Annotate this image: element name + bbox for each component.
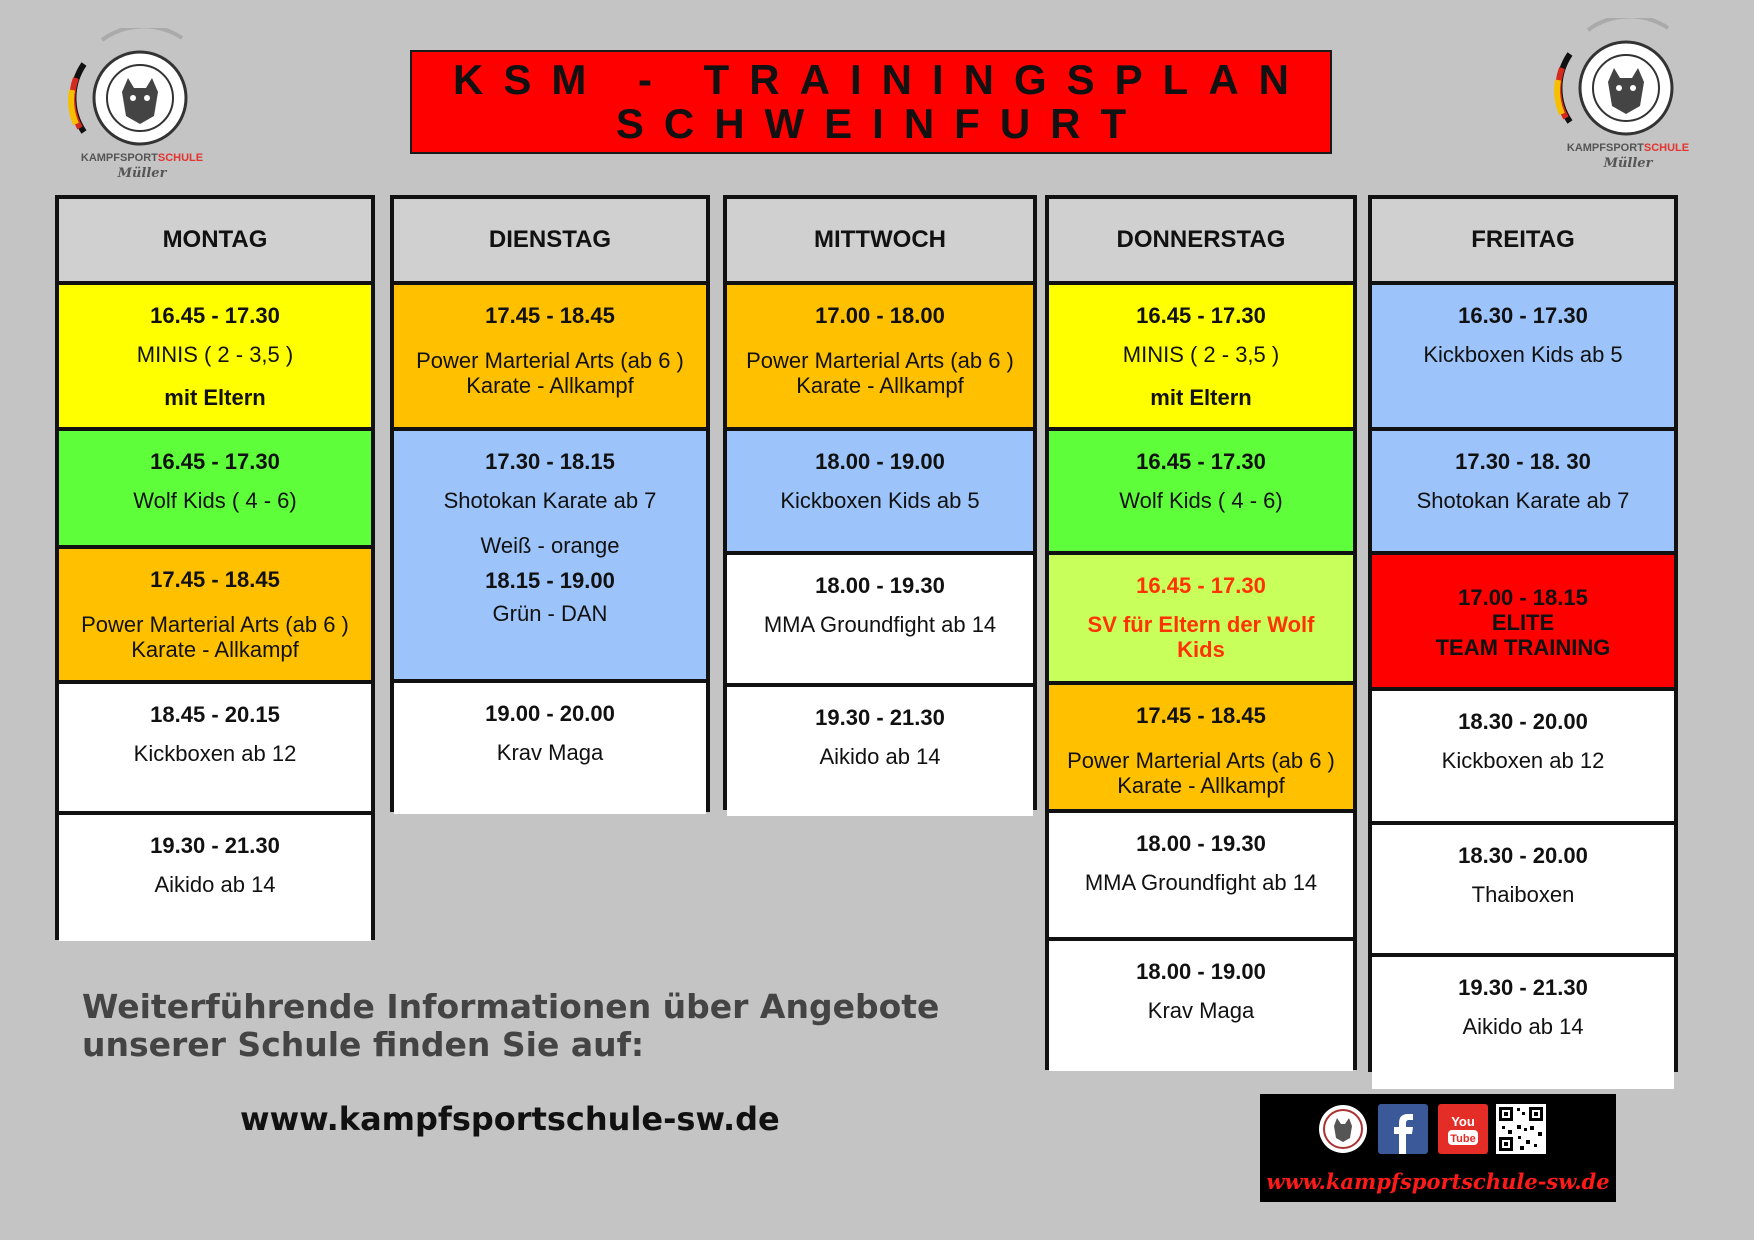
- slot-description: Wolf Kids ( 4 - 6): [133, 488, 297, 513]
- training-slot: [59, 684, 371, 811]
- slot-description: Aikido ab 14: [1462, 1014, 1584, 1039]
- day-column-donnerstag: [1045, 195, 1357, 1070]
- title-line-1: KSM - TRAININGSPLAN: [453, 56, 1309, 103]
- slot-time: 18.00 - 19.00: [815, 449, 945, 474]
- slot-time: 17.30 - 18.15: [485, 449, 615, 474]
- info-line-1: Weiterführende Informationen über Angebote: [82, 987, 940, 1026]
- slot-time: 16.45 - 17.30: [150, 303, 280, 328]
- slot-time: 16.45 - 17.30: [1136, 573, 1266, 598]
- slot-description: Wolf Kids ( 4 - 6): [1119, 488, 1283, 513]
- slot-time-2: 18.15 - 19.00: [485, 568, 615, 593]
- slot-time: 17.00 - 18.15: [1458, 585, 1588, 610]
- training-slot: [59, 285, 371, 427]
- slot-time: 16.30 - 17.30: [1458, 303, 1588, 328]
- slot-time: 18.00 - 19.30: [1136, 831, 1266, 856]
- slot-time: 17.45 - 18.45: [485, 303, 615, 328]
- slot-extra: mit Eltern: [164, 385, 266, 410]
- youtube-label-tube: Tube: [1450, 1133, 1476, 1145]
- slot-description: MINIS ( 2 - 3,5 ): [136, 342, 294, 367]
- training-slot: [1372, 691, 1674, 821]
- slot-description: Kickboxen Kids ab 5: [780, 488, 980, 513]
- training-slot: [394, 431, 706, 679]
- training-slot: [727, 431, 1033, 551]
- slot-description-2: Weiß - orange: [480, 533, 620, 558]
- training-slot: [727, 687, 1033, 816]
- training-slot: [1049, 941, 1353, 1071]
- page-title: [410, 50, 1332, 154]
- training-slot: [59, 549, 371, 680]
- wolfpack-badge-icon: [1318, 1104, 1368, 1154]
- slot-time: 18.30 - 20.00: [1458, 843, 1588, 868]
- slot-description: Thaiboxen: [1471, 882, 1575, 907]
- slot-description: Kickboxen ab 12: [1441, 748, 1605, 773]
- slot-description: Power Marterial Arts (ab 6 ): [746, 348, 1014, 373]
- slot-description: Power Marterial Arts (ab 6 ): [81, 612, 349, 637]
- slot-time: 19.30 - 21.30: [815, 705, 945, 730]
- slot-description: Aikido ab 14: [154, 872, 276, 897]
- youtube-label-you: You: [1451, 1114, 1475, 1129]
- slot-time: 17.45 - 18.45: [1136, 703, 1266, 728]
- day-header: MONTAG: [59, 199, 371, 281]
- training-slot: [727, 285, 1033, 427]
- slot-description: Shotokan Karate ab 7: [443, 488, 657, 513]
- slot-time: 16.45 - 17.30: [1136, 449, 1266, 474]
- slot-description: Aikido ab 14: [819, 744, 941, 769]
- day-header: DONNERSTAG: [1049, 199, 1353, 281]
- slot-time: 19.00 - 20.00: [485, 701, 615, 726]
- youtube-icon[interactable]: [1438, 1104, 1488, 1154]
- slot-description: Kickboxen ab 12: [133, 741, 297, 766]
- day-header: DIENSTAG: [394, 199, 706, 281]
- slot-description-3: Grün - DAN: [492, 601, 608, 626]
- training-slot: [1372, 285, 1674, 427]
- slot-time: 17.30 - 18. 30: [1455, 449, 1591, 474]
- school-logo-left: [52, 28, 212, 188]
- training-slot: [1049, 685, 1353, 809]
- day-column-montag: [55, 195, 375, 940]
- slot-description: SV für Eltern der Wolf Kids: [1087, 612, 1315, 662]
- slot-description: MMA Groundfight ab 14: [1084, 870, 1318, 895]
- slot-description-2: Karate - Allkampf: [131, 637, 299, 662]
- training-slot: [1372, 957, 1674, 1089]
- training-slot: [1049, 285, 1353, 427]
- slot-time: 19.30 - 21.30: [1458, 975, 1588, 1000]
- day-column-mittwoch: [723, 195, 1037, 810]
- day-column-dienstag: [390, 195, 710, 812]
- logo-script-text: Müller: [117, 166, 167, 181]
- training-slot: [1049, 813, 1353, 937]
- info-text: [82, 988, 982, 1064]
- training-slot: [1049, 431, 1353, 551]
- slot-time: 16.45 - 17.30: [1136, 303, 1266, 328]
- logo-brand-text: KAMPFSPORTSCHULE: [1566, 142, 1690, 154]
- wolfpack-logo-icon: [1548, 18, 1688, 158]
- school-logo-right: [1540, 18, 1700, 178]
- slot-description-2: TEAM TRAINING: [1435, 635, 1611, 660]
- training-slot: [727, 555, 1033, 683]
- slot-time: 18.00 - 19.00: [1136, 959, 1266, 984]
- day-header: FREITAG: [1372, 199, 1674, 281]
- training-slot: [59, 815, 371, 941]
- slot-description-2: Karate - Allkampf: [796, 373, 964, 398]
- title-line-2: SCHWEINFURT: [615, 100, 1147, 147]
- slot-time: 18.30 - 20.00: [1458, 709, 1588, 734]
- info-line-2: unserer Schule finden Sie auf:: [82, 1025, 645, 1064]
- slot-description: Kickboxen Kids ab 5: [1423, 342, 1623, 367]
- slot-description-2: Karate - Allkampf: [1117, 773, 1285, 798]
- slot-description: Shotokan Karate ab 7: [1416, 488, 1630, 513]
- facebook-icon[interactable]: [1378, 1104, 1428, 1154]
- training-slot: [394, 683, 706, 814]
- slot-time: 17.45 - 18.45: [150, 567, 280, 592]
- slot-time: 17.00 - 18.00: [815, 303, 945, 328]
- slot-description: MINIS ( 2 - 3,5 ): [1122, 342, 1280, 367]
- slot-description: Power Marterial Arts (ab 6 ): [416, 348, 684, 373]
- slot-time: 18.00 - 19.30: [815, 573, 945, 598]
- slot-description-2: Karate - Allkampf: [466, 373, 634, 398]
- social-url[interactable]: www.kampfsportschule-sw.de: [1266, 1169, 1610, 1194]
- logo-script-text: Müller: [1603, 156, 1653, 171]
- day-header: MITTWOCH: [727, 199, 1033, 281]
- slot-time: 19.30 - 21.30: [150, 833, 280, 858]
- slot-description: ELITE: [1491, 610, 1555, 635]
- wolfpack-logo-icon: [62, 28, 202, 168]
- social-banner: [1260, 1094, 1616, 1202]
- slot-time: 16.45 - 17.30: [150, 449, 280, 474]
- training-slot: [1372, 431, 1674, 551]
- training-slot: [1372, 555, 1674, 687]
- training-slot: [394, 285, 706, 427]
- training-slot: [59, 431, 371, 545]
- slot-description: Power Marterial Arts (ab 6 ): [1067, 748, 1335, 773]
- slot-time: 18.45 - 20.15: [150, 702, 280, 727]
- training-slot: [1049, 555, 1353, 681]
- slot-description: MMA Groundfight ab 14: [763, 612, 997, 637]
- website-link[interactable]: www.kampfsportschule-sw.de: [240, 1100, 780, 1138]
- slot-description: Krav Maga: [1147, 998, 1255, 1023]
- slot-extra: mit Eltern: [1150, 385, 1252, 410]
- training-slot: [1372, 825, 1674, 953]
- slot-description: Krav Maga: [496, 740, 604, 765]
- day-column-freitag: [1368, 195, 1678, 1072]
- qr-code-icon[interactable]: [1496, 1104, 1546, 1154]
- logo-brand-text: KAMPFSPORTSCHULE: [80, 152, 204, 164]
